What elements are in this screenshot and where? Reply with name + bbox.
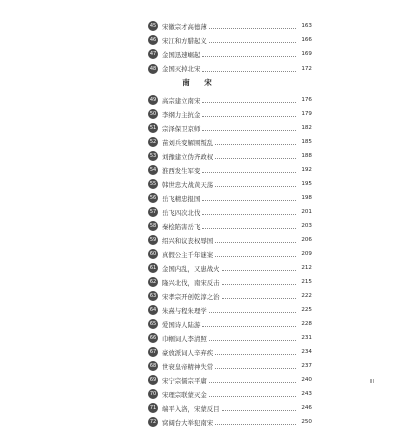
- toc-entry[interactable]: [148, 345, 312, 359]
- page-number: 182: [301, 125, 312, 131]
- page-number: 195: [301, 181, 312, 187]
- chapter-title: 刘豫建立伪齐政权: [162, 152, 214, 161]
- chapter-title: 世衰皇帝精神失常: [162, 362, 214, 371]
- toc-list-southern-song: [148, 93, 312, 429]
- leader-dots: [202, 55, 296, 57]
- toc-entry[interactable]: [148, 191, 312, 205]
- toc-entry[interactable]: [148, 19, 312, 33]
- chapter-number-badge: 67: [149, 349, 157, 355]
- chapter-title: 宗泽保卫京师: [162, 124, 201, 133]
- leader-dots: [209, 311, 296, 313]
- page-number: 166: [301, 37, 312, 44]
- leader-dots: [215, 157, 296, 159]
- page-number: 240: [301, 377, 312, 383]
- chapter-number-badge: 59: [149, 237, 157, 243]
- leader-dots: [202, 70, 296, 72]
- toc-entry[interactable]: [148, 107, 312, 121]
- toc-entry[interactable]: [148, 275, 312, 289]
- toc-entry[interactable]: [148, 47, 312, 61]
- chapter-title: 秦桧陷害岳飞: [162, 222, 201, 231]
- page-number: 206: [301, 237, 312, 243]
- toc-entry[interactable]: [148, 401, 312, 415]
- toc-entry[interactable]: [148, 387, 312, 401]
- chapter-number-badge: 66: [149, 335, 157, 341]
- chapter-title: 金国内乱，又患战火: [162, 264, 220, 273]
- chapter-title: 窝阔台大举犯南宋: [162, 418, 214, 427]
- chapter-title: 爱国诗人陆游: [162, 320, 201, 329]
- toc-list-northern-song: [148, 19, 312, 76]
- page-number: 201: [301, 209, 312, 215]
- page-number: 163: [301, 23, 312, 30]
- toc-entry[interactable]: [148, 247, 312, 261]
- toc-entry[interactable]: [148, 149, 312, 163]
- page-number: 215: [301, 279, 312, 285]
- page-number: 246: [301, 405, 312, 411]
- toc-entry[interactable]: [148, 121, 312, 135]
- toc-entry[interactable]: [148, 219, 312, 233]
- leader-dots: [215, 241, 296, 243]
- chapter-number-badge: 49: [149, 97, 157, 103]
- page-number: 237: [301, 363, 312, 369]
- page-number: 243: [301, 391, 312, 397]
- chapter-title: 岳飞四次北伐: [162, 208, 201, 217]
- chapter-title: 岳飞精忠报国: [162, 194, 201, 203]
- page-number: 176: [301, 97, 312, 103]
- page-number: 231: [301, 335, 312, 341]
- chapter-number-badge: 53: [149, 153, 157, 159]
- leader-dots: [215, 353, 296, 355]
- leader-dots: [209, 381, 296, 383]
- toc-entry[interactable]: [148, 93, 312, 107]
- leader-dots: [222, 409, 296, 411]
- page-number: 250: [301, 419, 312, 425]
- leader-dots: [222, 269, 296, 271]
- leader-dots: [202, 213, 296, 215]
- leader-dots: [202, 129, 296, 131]
- page-number: 209: [301, 251, 312, 257]
- toc-entry[interactable]: [148, 177, 312, 191]
- chapter-title: 宋宁宗儒宗平庸: [162, 376, 207, 385]
- chapter-number-badge: 46: [149, 37, 157, 44]
- chapter-title: 巾帼词人李清照: [162, 334, 207, 343]
- chapter-title: 苗刘兵变解围叛乱: [162, 138, 214, 147]
- page-number: 234: [301, 349, 312, 355]
- page-number: 225: [301, 307, 312, 313]
- chapter-number-badge: 48: [149, 65, 157, 72]
- chapter-title: 韩世忠大战黄天荡: [162, 180, 214, 189]
- page-number: 188: [301, 153, 312, 159]
- chapter-number-badge: 45: [149, 23, 157, 30]
- page-number: 228: [301, 321, 312, 327]
- toc-entry[interactable]: [148, 359, 312, 373]
- page-number: 172: [301, 65, 312, 72]
- page-number: 203: [301, 223, 312, 229]
- chapter-number-badge: 64: [149, 307, 157, 313]
- chapter-title: 真假公主千年谜案: [162, 250, 214, 259]
- toc-entry[interactable]: [148, 317, 312, 331]
- chapter-number-badge: 60: [149, 251, 157, 257]
- page-number: 179: [301, 111, 312, 117]
- chapter-title: 宋徽宗才高德薄: [162, 22, 207, 31]
- leader-dots: [209, 27, 296, 29]
- chapter-number-badge: 47: [149, 51, 157, 58]
- toc-entry[interactable]: [148, 62, 312, 76]
- leader-dots: [202, 115, 296, 117]
- chapter-number-badge: 51: [149, 125, 157, 131]
- leader-dots: [209, 395, 296, 397]
- chapter-number-badge: 52: [149, 139, 157, 145]
- chapter-number-badge: 57: [149, 209, 157, 215]
- chapter-title: 淮西发生军变: [162, 166, 201, 175]
- leader-dots: [215, 423, 296, 425]
- chapter-number-badge: 65: [149, 321, 157, 327]
- leader-dots: [215, 367, 296, 369]
- chapter-title: 豪放派词人辛弃疾: [162, 348, 214, 357]
- leader-dots: [215, 185, 296, 187]
- toc-entry[interactable]: [148, 205, 312, 219]
- chapter-number-badge: 63: [149, 293, 157, 299]
- page-number: 169: [301, 51, 312, 58]
- chapter-title: 李纲力主抗金: [162, 110, 201, 119]
- chapter-number-badge: 55: [149, 181, 157, 187]
- chapter-number-badge: 68: [149, 363, 157, 369]
- page-number: 222: [301, 293, 312, 299]
- chapter-title: 隆兴北伐，南宋反击: [162, 278, 220, 287]
- chapter-number-badge: 70: [149, 391, 157, 397]
- toc-entry[interactable]: [148, 373, 312, 387]
- leader-dots: [202, 171, 296, 173]
- toc-entry[interactable]: [148, 33, 312, 47]
- leader-dots: [222, 297, 296, 299]
- chapter-number-badge: 58: [149, 223, 157, 229]
- chapter-title: 金国迅速崛起: [162, 50, 201, 59]
- toc-entry[interactable]: [148, 233, 312, 247]
- page-folio: III: [369, 379, 374, 385]
- chapter-title: 金国灭掉北宋: [162, 65, 201, 74]
- toc-entry[interactable]: [148, 135, 312, 149]
- page-number: 212: [301, 265, 312, 271]
- chapter-title: 朱熹与程朱理学: [162, 306, 207, 315]
- leader-dots: [202, 325, 296, 327]
- chapter-number-badge: 69: [149, 377, 157, 383]
- chapter-title: 宋理宗联蒙灭金: [162, 390, 207, 399]
- toc-entry[interactable]: [148, 163, 312, 177]
- chapter-title: 宋孝宗开创乾淳之治: [162, 292, 220, 301]
- chapter-number-badge: 62: [149, 279, 157, 285]
- chapter-title: 绍兴和议丧权辱国: [162, 236, 214, 245]
- section-heading-southern-song: 南 宋: [182, 78, 218, 87]
- chapter-number-badge: 50: [149, 111, 157, 117]
- toc-entry[interactable]: [148, 261, 312, 275]
- page-number: 198: [301, 195, 312, 201]
- toc-entry[interactable]: [148, 303, 312, 317]
- chapter-title: 宋江和方腊起义: [162, 36, 207, 45]
- leader-dots: [202, 199, 296, 201]
- toc-entry[interactable]: [148, 289, 312, 303]
- leader-dots: [209, 41, 296, 43]
- leader-dots: [209, 339, 296, 341]
- leader-dots: [222, 283, 296, 285]
- chapter-number-badge: 71: [149, 405, 157, 411]
- leader-dots: [202, 101, 296, 103]
- page-number: 185: [301, 139, 312, 145]
- chapter-title: 端平入洛，宋蒙反目: [162, 404, 220, 413]
- leader-dots: [215, 143, 296, 145]
- toc-entry[interactable]: [148, 331, 312, 345]
- page-number: 192: [301, 167, 312, 173]
- leader-dots: [202, 227, 296, 229]
- toc-entry[interactable]: [148, 415, 312, 429]
- chapter-number-badge: 54: [149, 167, 157, 173]
- chapter-number-badge: 56: [149, 195, 157, 201]
- chapter-number-badge: 72: [149, 419, 157, 425]
- chapter-number-badge: 61: [149, 265, 157, 271]
- leader-dots: [215, 255, 296, 257]
- chapter-title: 高宗建立南宋: [162, 96, 201, 105]
